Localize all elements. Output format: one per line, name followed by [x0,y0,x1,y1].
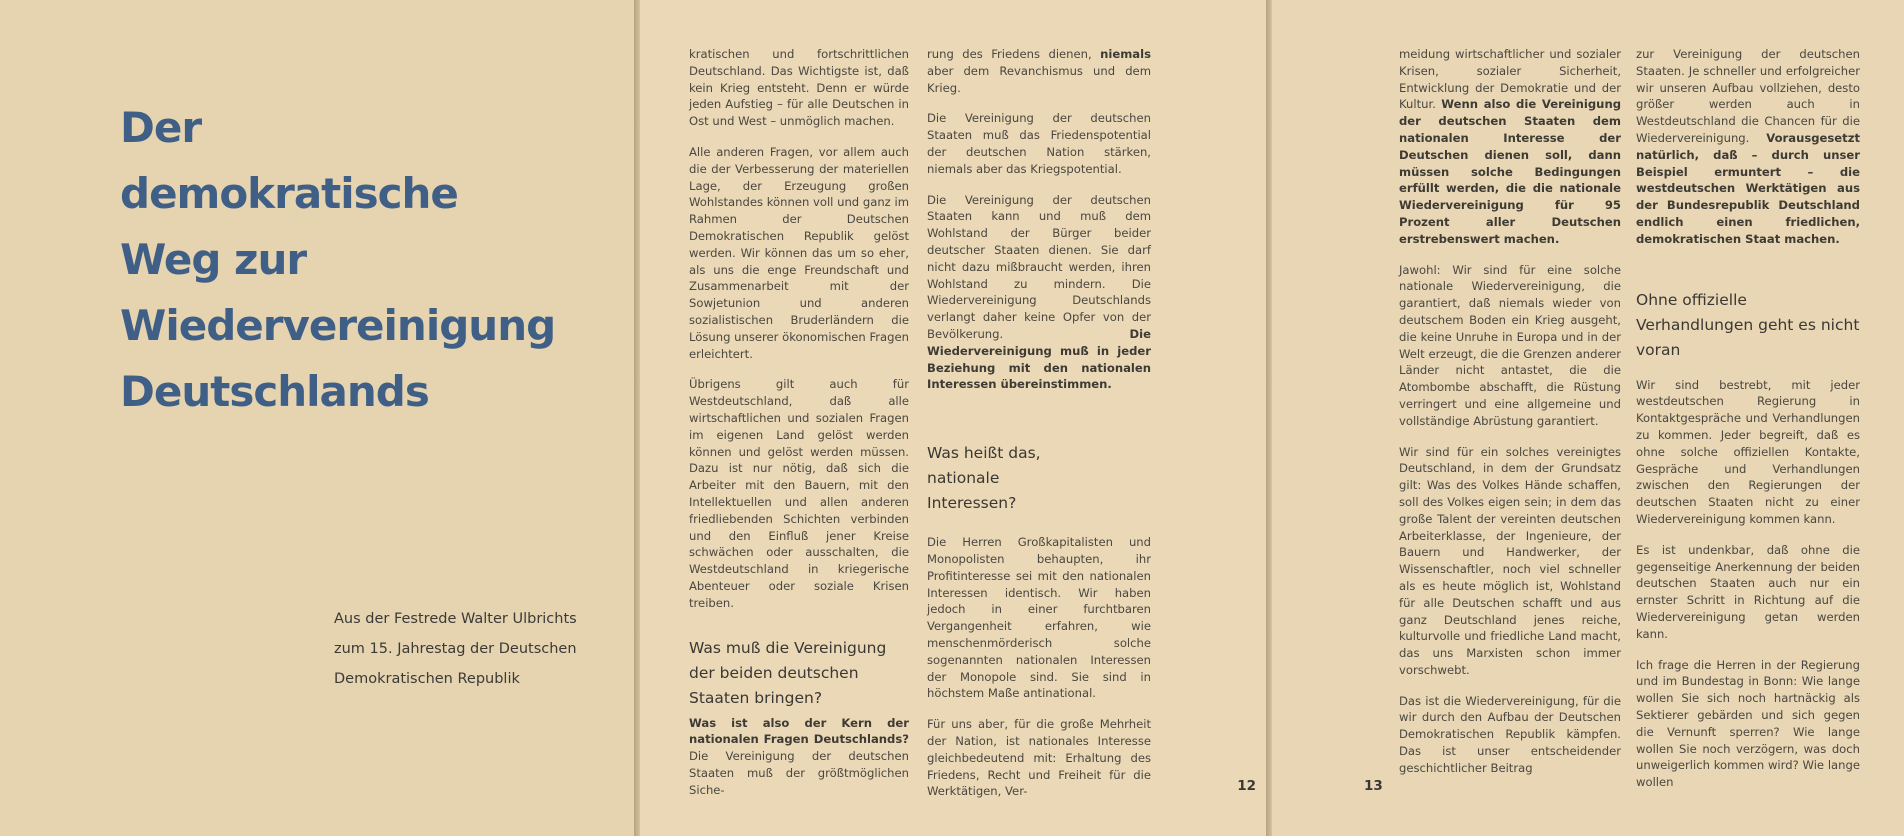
paragraph: Jawohl: Wir sind für eine solche nationale Wiedervereinigung, die garantiert, daß niemals wieder von deutschem Boden ein Krieg ausgeht, die keine Unruhe in Europa und in der Welt erzeugt, die die Grenzen anderer Länder nicht antastet, die die Atombombe abschafft, die Rüstung verringert und eine allgemeine und vollständige Abrüstung garantiert. [1399,262,1621,428]
paragraph: Wir sind bestrebt, mit jeder westdeutschen Regierung in Kontaktgespräche und Verhandlungen zu kommen. Jeder begreift, daß es ohne solche offiziellen Kontakte, Gespräche und Verhandlungen zwischen den Regierungen der deutschen Staaten nicht zu einer Wiedervereinigung kommen kann. [1636,377,1860,526]
paragraph [1399,46,1621,248]
title-line: Der [120,103,202,152]
title-line: demokratische [120,169,458,218]
title-line: Deutschlands [120,367,429,416]
paragraph [689,715,909,799]
bold-text: Was ist also der Kern der nationalen Fragen Deutschlands? [689,715,909,747]
page12-column-1 [689,46,909,812]
paragraph: Es ist undenkbar, daß ohne die gegenseitige Anerkennung der beiden deutschen Staaten auch nur ein ernster Schritt in Richtung auf die Wiedervereinigung getan werden kann. [1636,542,1860,641]
bold-text: Vorausgesetzt natürlich, daß – durch unser Beispiel ermuntert – die westdeutschen Werktätigen aus der Bundesrepublik Deutschland endlich einen friedlichen, demokratischen Staat machen. [1636,130,1860,246]
text: Die Vereinigung der deutschen Staaten muß der größtmöglichen Siche- [689,749,909,797]
paragraph: Ich frage die Herren in der Regierung und im Bundestag in Bonn: Wie lange wollen Sie sich noch hartnäckig als Sektierer gebärden und sich gegen die Vernunft sperren? Wie lange wollen Sie noch verzögern, was doch unweigerlich kommen wird? Wie lange wollen [1636,657,1860,790]
paragraph [927,46,1151,96]
paragraph: Die Herren Großkapitalisten und Monopolisten behaupten, ihr Profitinteresse sei mit den nationalen Interessen identisch. Wir haben jedoch in einer furchtbaren Vergangenheit erfahren, wie menschenmörderisch solche sogenannten nationalen Interessen der Monopole sind. Sie sind in höchstem Maße antinational. [927,535,1151,701]
page-number: 13 [1364,778,1383,794]
text: rung des Friedens dienen, [927,47,1101,61]
section-heading: Was heißt das, nationale Interessen? [927,444,1041,513]
section-heading: Ohne offizielle Verhandlungen geht es nicht voran [1636,290,1860,359]
paragraph: Für uns aber, für die große Mehrheit der Nation, ist nationales Interesse gleichbedeutend mit: Erhaltung des Friedens, Recht und Freiheit für die Werktätigen, Ver- [927,717,1151,799]
page13-column-2 [1636,46,1860,805]
bold-text: Die Wiedervereinigung muß in jeder Beziehung mit den nationalen Interessen übereinstimmen. [927,326,1151,392]
paragraph: Wir sind für ein solches vereinigtes Deutschland, in dem der Grundsatz gilt: Was des Volkes Hände schaffen, soll des Volkes eigen sein; in dem das große Talent der vereinten deutschen Arbeiterklasse, der Ingenieure, der Bauern und Handwerker, der Wissenschaftler, noch viel schneller als es heute möglich ist, Wohlstand für alle Deutschen schafft und aus ganz Deutschland jenes reiche, kulturvolle und friedliche Land macht, das uns Marxisten schon immer vorschwebt. [1399,444,1621,677]
paragraph: Das ist die Wiedervereinigung, für die wir durch den Aufbau der Deutschen Demokratischen Republik kämpfen. Das ist unser entscheidender geschichtlicher Beitrag [1399,693,1621,775]
paragraph: Die Vereinigung der deutschen Staaten muß das Friedenspotential der deutschen Nation stärken, niemals aber das Kriegspotential. [927,111,1151,176]
source-note [334,604,577,694]
page13-column-1 [1399,46,1621,791]
text: meidung wirtschaftlicher und sozialer Krisen, sozialer Sicherheit, Entwicklung der Demokratie und der Kultur. [1399,47,1621,112]
paragraph [927,192,1151,394]
source-line: Aus der Festrede Walter Ulbrichts [334,611,577,627]
text: zur Vereinigung der deutschen Staaten. Je schneller und erfolgreicher wir unseren Aufbau vollziehen, desto größer werden auch in Westdeutschland die Chancen für die Wiedervereinigung. [1636,47,1860,145]
text: aber dem Revanchismus und dem Krieg. [927,63,1151,95]
source-line: Demokratischen Republik [334,671,520,687]
text: Die Vereinigung der deutschen Staaten kann und muß dem Wohlstand der Bürger beider deutscher Staaten dienen. Sie darf nicht dazu mißbraucht werden, ihren Wohlstand zu mindern. Die Wiedervereinigung Deutschlands verlangt daher keine Opfer von der Bevölkerung. [927,192,1151,341]
section-heading: Was muß die Vereinigung der beiden deutschen Staaten bringen? [689,638,887,707]
page-13 [1272,0,1904,836]
page12-column-2 [927,46,1151,814]
page-title [120,95,555,425]
page-12 [640,0,1266,836]
bold-text: Wenn also die Vereinigung der deutschen Staaten dem nationalen Interesse der Deutschen dienen soll, dann müssen solche Bedingungen erfüllt werden, die die nationale Wiedervereinigung für 95 Prozent aller Deutschen erstrebenswert machen. [1399,97,1621,246]
paragraph [1636,46,1860,248]
source-line: zum 15. Jahrestag der Deutschen [334,641,577,657]
title-line: Weg zur [120,235,307,284]
title-page [0,0,634,836]
paragraph: Übrigens gilt auch für Westdeutschland, daß alle wirtschaftlichen und sozialen Fragen im eigenen Land gelöst werden können und gelöst werden müssen. Dazu ist nur nötig, daß sich die Arbeiter mit den Bauern, mit den Intellektuellen und allen anderen friedliebenden Schichten verbinden und den Einfluß jener Kreise schwächen oder ausschalten, die Westdeutschland in kriegerische Abenteuer oder soziale Krisen treiben. [689,377,909,610]
bold-text: niemals [1100,47,1151,61]
page-number: 12 [1237,778,1256,794]
title-line: Wiedervereinigung [120,301,556,350]
paragraph: kratischen und fortschrittlichen Deutschland. Das Wichtigste ist, daß kein Krieg entsteht. Denn er würde jeden Aufstieg – für alle Deutschen in Ost und West – unmöglich machen. [689,47,909,129]
paragraph: Alle anderen Fragen, vor allem auch die der Verbesserung der materiellen Lage, der Erzeugung großen Wohlstandes können voll und ganz im Rahmen der Deutschen Demokratischen Republik gelöst werden. Wir können das um so eher, als uns die enge Freundschaft und Zusammenarbeit mit der Sowjetunion und anderen sozialistischen Bruderländern die Lösung unserer ökonomischen Fragen erleichtert. [689,144,910,361]
